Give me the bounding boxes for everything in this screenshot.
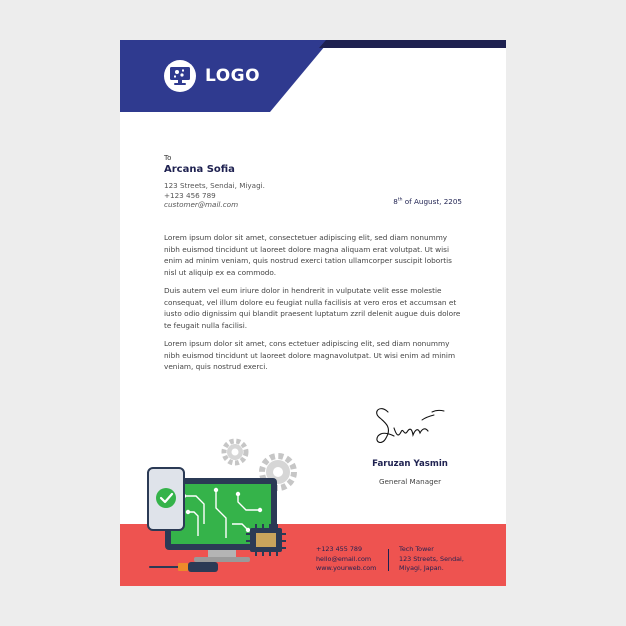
body-paragraph-3: Lorem ipsum dolor sit amet, cons ectetuer adipiscing elit, sed diam nonummy nibh euismod tincidunt ut laoreet dolore magnavolutpat. Ut wisi enim ad minim veniam, quis nostrud exerci. <box>164 339 456 372</box>
handwritten-signature <box>370 398 450 454</box>
chip-icon <box>246 524 286 556</box>
letter-date: 8th of August, 2205 <box>393 197 462 206</box>
footer-address-line2: 123 Streets, Sendai, <box>399 554 464 563</box>
header-accent-strip <box>319 40 506 48</box>
footer-address <box>399 545 464 574</box>
monitor-logo-icon <box>169 66 191 86</box>
logo-text: LOGO <box>205 66 261 86</box>
screwdriver-icon <box>150 562 218 572</box>
gear-icon <box>224 441 246 463</box>
recipient-name: Arcana Sofia <box>164 164 235 175</box>
footer-address-line1: Tech Tower <box>399 545 434 553</box>
recipient-address: 123 Streets, Sendai, Miyagi. <box>164 181 265 190</box>
tech-illustration <box>136 428 316 578</box>
letterhead-page <box>120 40 506 586</box>
footer-address-line3: Miyagi, Japan. <box>399 564 444 572</box>
logo-badge <box>164 60 196 92</box>
footer-phone: +123 455 789 <box>316 545 363 553</box>
monitor-base <box>194 557 250 562</box>
check-icon <box>156 488 176 508</box>
signatory-role: General Manager <box>378 477 442 486</box>
body-paragraph-2: Duis autem vel eum iriure dolor in hendrerit in vulputate velit esse molestie consequat, vel illum dolore eu feugiat nulla facilisis at vero eros et accumsan et iusto odio dignissim qui blandit praesent luptatum zzril delenit augue duis dolore te feugait nulla facilisi. <box>164 286 461 330</box>
body-paragraph-1: Lorem ipsum dolor sit amet, consectetuer adipiscing elit, sed diam nonummy nibh euismod tincidunt ut laoreet dolore magna aliquam erat volutpat. Ut wisi enim ad minim veniam, quis nostrud exerci tation ullamcorper suscipit lobortis nisl ut aliquip ex ea commodo. <box>164 233 452 277</box>
to-label: To <box>164 154 172 162</box>
footer-divider <box>388 549 389 571</box>
recipient-email: customer@mail.com <box>164 200 239 209</box>
recipient-phone: +123 456 789 <box>164 191 216 200</box>
signatory-name: Faruzan Yasmin <box>372 459 448 469</box>
footer-contact <box>316 545 376 574</box>
footer-email: hello@email.com <box>316 554 372 563</box>
footer-web: www.yourweb.com <box>316 564 377 572</box>
